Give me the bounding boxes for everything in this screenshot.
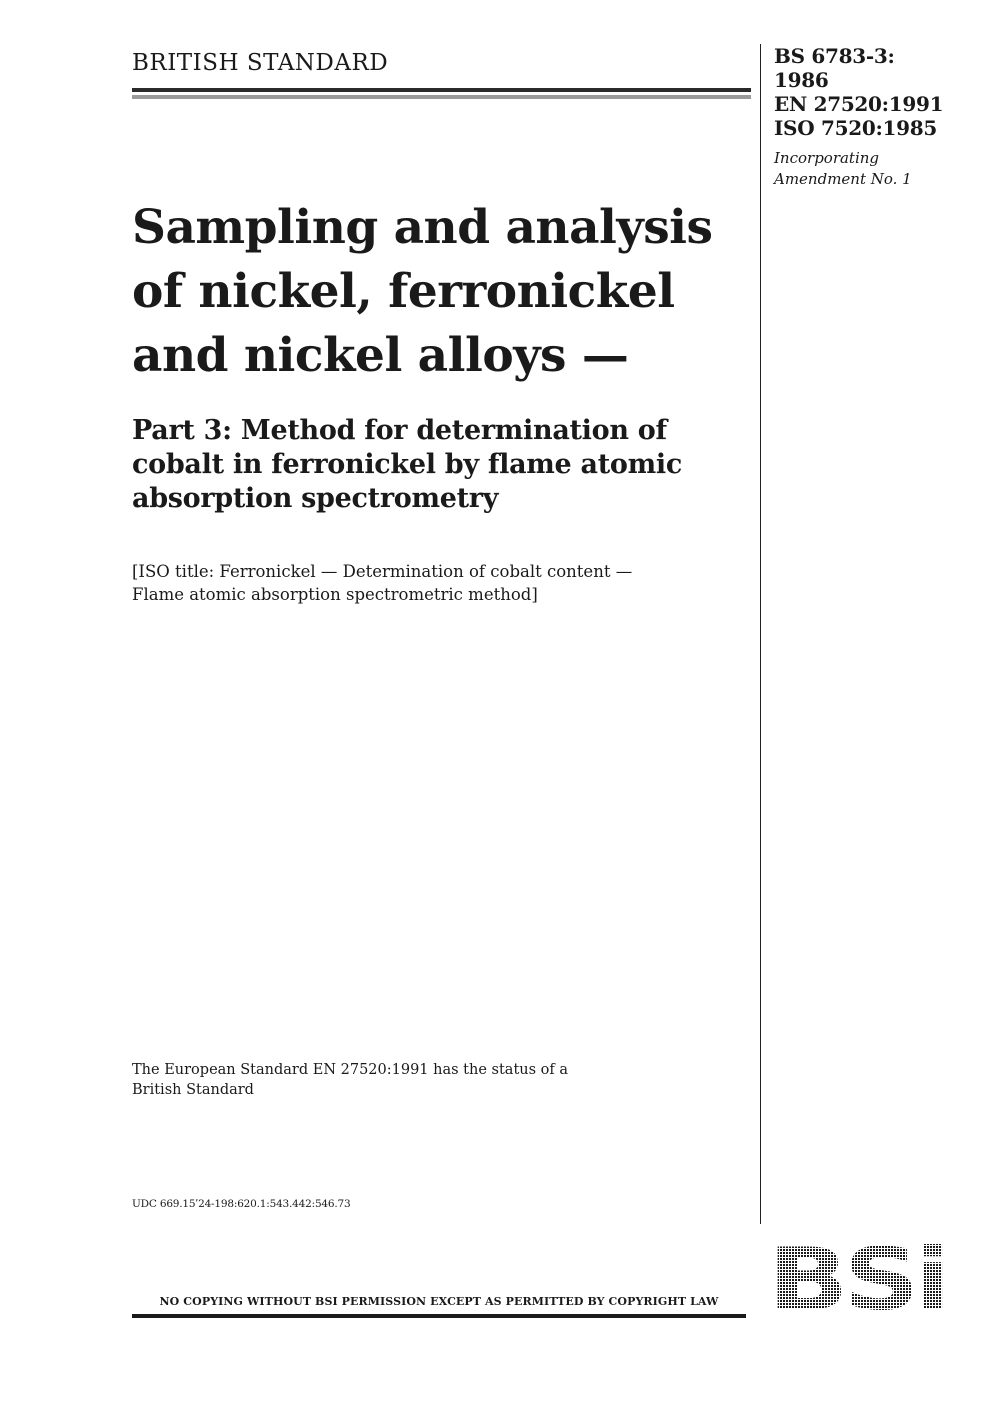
status-line: The European Standard EN 27520:1991 has the status of a <box>132 1062 569 1078</box>
iso-title-line: Flame atomic absorption spectrometric method] <box>132 585 538 604</box>
copyright-notice: NO COPYING WITHOUT BSI PERMISSION EXCEPT AS PERMITTED BY COPYRIGHT LAW <box>159 1295 719 1308</box>
bsi-logo <box>768 1243 946 1313</box>
udc-code: UDC 669.15ʹ24-198:620.1:543.442:546.73 <box>132 1198 351 1210</box>
standard-id-bs: BS 6783-3: <box>774 44 895 68</box>
footer-rule <box>132 1314 746 1318</box>
iso-title-line: [ISO title: Ferronickel — Determination of cobalt content — <box>132 562 633 581</box>
amendment-line: Incorporating <box>774 149 880 167</box>
header-label: BRITISH STANDARD <box>132 50 389 76</box>
iso-title <box>132 560 752 606</box>
header-rule-gray <box>132 95 751 99</box>
header-rule-dark <box>132 88 751 92</box>
title-line: Sampling and analysis <box>132 200 713 255</box>
standard-id-en: EN 27520:1991 <box>774 92 944 116</box>
subtitle-line: Part 3: Method for determination of <box>132 415 667 446</box>
title-line: and nickel alloys — <box>132 328 629 383</box>
status-statement <box>132 1060 568 1100</box>
document-title <box>132 196 752 388</box>
document-subtitle <box>132 414 752 516</box>
subtitle-line: cobalt in ferronickel by flame atomic <box>132 449 682 480</box>
bsi-logo-text: BSi <box>768 1243 946 1313</box>
standard-id-iso: ISO 7520:1985 <box>774 116 937 140</box>
standard-identifiers <box>774 44 943 140</box>
status-line: British Standard <box>132 1082 254 1098</box>
vertical-divider <box>760 44 761 1224</box>
amendment-line: Amendment No. 1 <box>774 170 912 188</box>
amendment-note <box>774 148 912 190</box>
standard-id-bs-year: 1986 <box>774 68 829 92</box>
title-line: of nickel, ferronickel <box>132 264 675 319</box>
subtitle-line: absorption spectrometry <box>132 483 499 514</box>
